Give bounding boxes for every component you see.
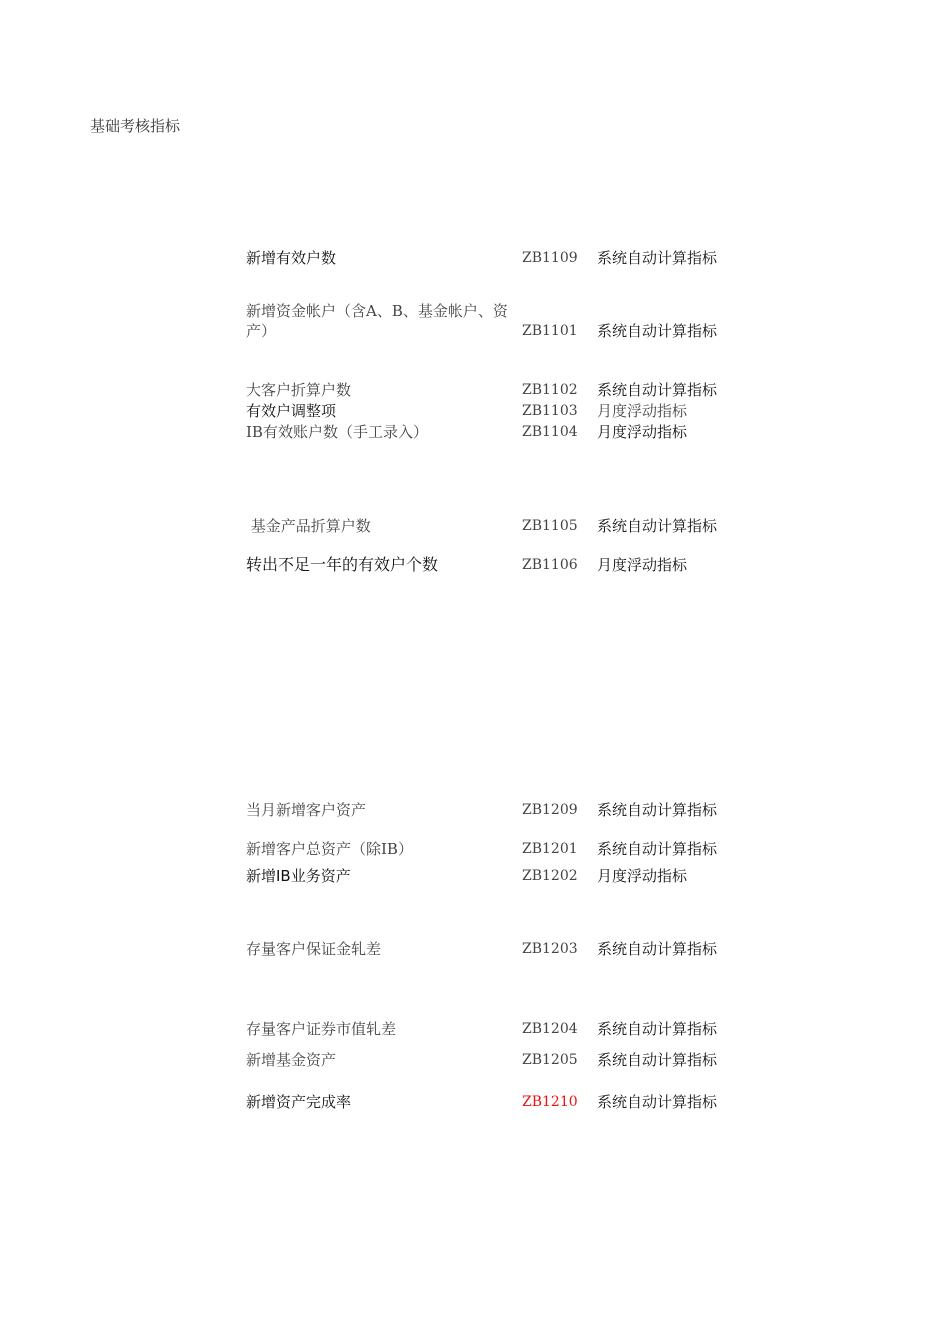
indicator-type: 系统自动计算指标 <box>597 322 718 340</box>
indicator-code: ZB1109 <box>522 250 578 266</box>
indicator-row <box>246 939 746 961</box>
indicator-row <box>246 1050 746 1072</box>
indicator-name: IB有效账户数（手工录入） <box>246 423 428 441</box>
page-title: 基础考核指标 <box>90 117 181 135</box>
indicator-type: 系统自动计算指标 <box>597 1020 718 1038</box>
indicator-code: ZB1210 <box>522 1094 578 1110</box>
indicator-row <box>246 422 746 444</box>
indicator-type: 系统自动计算指标 <box>597 940 718 958</box>
indicator-code: ZB1201 <box>522 841 578 857</box>
indicator-name: 存量客户证券市值轧差 <box>246 1020 397 1038</box>
indicator-name: 新增基金资产 <box>246 1051 337 1069</box>
indicator-type: 系统自动计算指标 <box>597 1051 718 1069</box>
indicator-row <box>246 516 746 538</box>
indicator-name: 转出不足一年的有效户个数 <box>246 555 439 574</box>
indicator-code: ZB1203 <box>522 941 578 957</box>
indicator-name: 新增有效户数 <box>246 249 337 267</box>
indicator-row <box>246 248 746 270</box>
indicator-row <box>246 866 746 888</box>
indicator-code: ZB1104 <box>522 424 578 440</box>
indicator-code: ZB1103 <box>522 403 578 419</box>
indicator-row <box>246 839 746 861</box>
indicator-name: 新增IB业务资产 <box>246 867 351 885</box>
indicator-name: 新增资产完成率 <box>246 1093 352 1111</box>
indicator-row <box>246 1092 746 1114</box>
indicator-type: 系统自动计算指标 <box>597 801 718 819</box>
indicator-name: 大客户折算户数 <box>246 381 352 399</box>
indicator-row <box>246 555 746 577</box>
indicator-row <box>246 401 746 423</box>
indicator-row <box>246 1019 746 1041</box>
indicator-row <box>246 380 746 402</box>
indicator-code: ZB1102 <box>522 382 578 398</box>
indicator-type: 系统自动计算指标 <box>597 840 718 858</box>
indicator-code: ZB1101 <box>522 323 578 339</box>
indicator-code: ZB1105 <box>522 518 578 534</box>
indicator-type: 月度浮动指标 <box>597 556 688 574</box>
indicator-code: ZB1205 <box>522 1052 578 1068</box>
indicator-type: 系统自动计算指标 <box>597 1093 718 1111</box>
indicator-name: 新增客户总资产（除IB） <box>246 840 413 858</box>
indicator-type: 月度浮动指标 <box>597 402 688 420</box>
indicator-name: 存量客户保证金轧差 <box>246 940 382 958</box>
indicator-code: ZB1106 <box>522 557 578 573</box>
indicator-name: 有效户调整项 <box>246 402 337 420</box>
indicator-name: 基金产品折算户数 <box>246 517 371 535</box>
indicator-name: 当月新增客户资产 <box>246 801 367 819</box>
indicator-type: 系统自动计算指标 <box>597 249 718 267</box>
indicator-type: 月度浮动指标 <box>597 867 688 885</box>
indicator-type: 系统自动计算指标 <box>597 381 718 399</box>
indicator-code: ZB1204 <box>522 1021 578 1037</box>
indicator-name: 新增资金帐户（含A、B、基金帐户、资产） <box>246 302 508 340</box>
indicator-row <box>246 301 746 343</box>
indicator-code: ZB1202 <box>522 868 578 884</box>
indicator-code: ZB1209 <box>522 802 578 818</box>
indicator-type: 月度浮动指标 <box>597 423 688 441</box>
indicator-row <box>246 800 746 822</box>
indicator-type: 系统自动计算指标 <box>597 517 718 535</box>
